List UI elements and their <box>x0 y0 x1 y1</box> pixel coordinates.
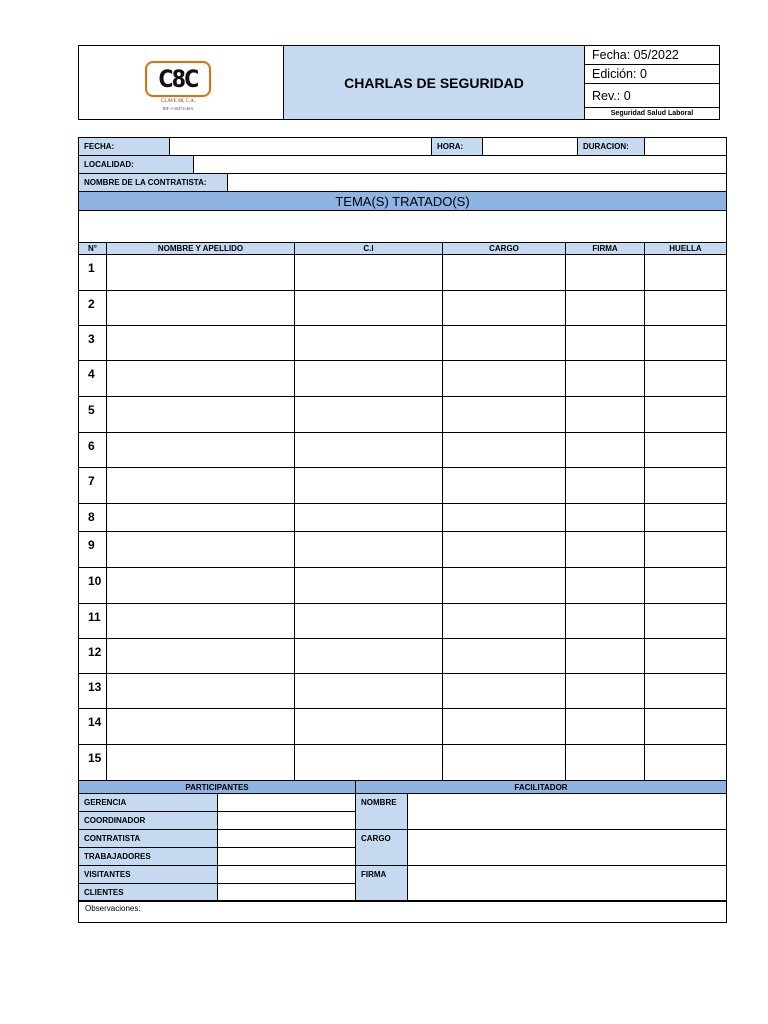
firma-cell[interactable] <box>565 396 645 433</box>
form-revision: Rev.: 0 <box>584 83 720 108</box>
huella-cell[interactable] <box>644 254 727 291</box>
huella-cell[interactable] <box>644 531 727 568</box>
ci-cell[interactable] <box>294 673 443 709</box>
cargo-cell[interactable] <box>442 325 566 361</box>
facilitator-label: CARGO <box>355 829 408 866</box>
huella-cell[interactable] <box>644 567 727 604</box>
tema-field[interactable] <box>78 210 727 243</box>
localidad-label: LOCALIDAD: <box>78 155 194 174</box>
row-number: 14 <box>78 708 107 745</box>
ci-cell[interactable] <box>294 531 443 568</box>
huella-cell[interactable] <box>644 708 727 745</box>
firma-cell[interactable] <box>565 744 645 781</box>
row-number: 11 <box>78 603 107 639</box>
cargo-cell[interactable] <box>442 432 566 468</box>
cargo-cell[interactable] <box>442 467 566 504</box>
tema-header <box>78 191 727 211</box>
fecha-label: FECHA: <box>78 137 170 156</box>
huella-cell[interactable] <box>644 603 727 639</box>
huella-cell[interactable] <box>644 432 727 468</box>
form-date: Fecha: 05/2022 <box>584 45 720 65</box>
cargo-cell[interactable] <box>442 708 566 745</box>
firma-cell[interactable] <box>565 503 645 532</box>
ci-cell[interactable] <box>294 744 443 781</box>
participant-field[interactable] <box>217 865 356 884</box>
nombre-cell[interactable] <box>106 360 295 397</box>
nombre-cell[interactable] <box>106 638 295 674</box>
participant-label: CLIENTES <box>78 883 218 902</box>
huella-cell[interactable] <box>644 467 727 504</box>
hora-label: HORA: <box>431 137 483 156</box>
participant-label: TRABAJADORES <box>78 847 218 866</box>
participant-label: VISITANTES <box>78 865 218 884</box>
col-firma: FIRMA <box>565 242 645 255</box>
firma-cell[interactable] <box>565 567 645 604</box>
col-nombre: NOMBRE Y APELLIDO <box>106 242 295 255</box>
huella-cell[interactable] <box>644 744 727 781</box>
huella-cell[interactable] <box>644 673 727 709</box>
cargo-cell[interactable] <box>442 360 566 397</box>
huella-cell[interactable] <box>644 638 727 674</box>
participant-label: CONTRATISTA <box>78 829 218 848</box>
participant-label: GERENCIA <box>78 793 218 812</box>
row-number: 12 <box>78 638 107 674</box>
huella-cell[interactable] <box>644 325 727 361</box>
fecha-field[interactable] <box>169 137 432 156</box>
observations-label: Observaciones: <box>85 904 141 913</box>
ci-cell[interactable] <box>294 432 443 468</box>
facilitator-header: FACILITADOR <box>355 780 727 794</box>
contratista-label: NOMBRE DE LA CONTRATISTA: <box>78 173 228 192</box>
nombre-cell[interactable] <box>106 531 295 568</box>
ci-cell[interactable] <box>294 708 443 745</box>
observations-field[interactable] <box>78 900 727 923</box>
nombre-cell[interactable] <box>106 467 295 504</box>
nombre-cell[interactable] <box>106 708 295 745</box>
tema-title: TEMA(S) TRATADO(S) <box>335 193 470 209</box>
row-number: 2 <box>78 290 107 326</box>
facilitator-label: FIRMA <box>355 865 408 902</box>
nombre-cell[interactable] <box>106 567 295 604</box>
participants-header: PARTICIPANTES <box>78 780 356 794</box>
nombre-cell[interactable] <box>106 325 295 361</box>
cargo-cell[interactable] <box>442 254 566 291</box>
huella-cell[interactable] <box>644 360 727 397</box>
participant-field[interactable] <box>217 793 356 812</box>
row-number: 8 <box>78 503 107 532</box>
row-number: 15 <box>78 744 107 781</box>
hora-field[interactable] <box>482 137 578 156</box>
firma-cell[interactable] <box>565 603 645 639</box>
ci-cell[interactable] <box>294 567 443 604</box>
firma-cell[interactable] <box>565 325 645 361</box>
firma-cell[interactable] <box>565 290 645 326</box>
cargo-cell[interactable] <box>442 603 566 639</box>
facilitator-field[interactable] <box>407 865 727 902</box>
huella-cell[interactable] <box>644 503 727 532</box>
row-number: 4 <box>78 360 107 397</box>
cargo-cell[interactable] <box>442 567 566 604</box>
nombre-cell[interactable] <box>106 396 295 433</box>
ci-cell[interactable] <box>294 254 443 291</box>
row-number: 6 <box>78 432 107 468</box>
form-edition: Edición: 0 <box>584 64 720 84</box>
ci-cell[interactable] <box>294 503 443 532</box>
title-cell <box>283 45 585 120</box>
firma-cell[interactable] <box>565 673 645 709</box>
ci-cell[interactable] <box>294 360 443 397</box>
ci-cell[interactable] <box>294 638 443 674</box>
firma-cell[interactable] <box>565 708 645 745</box>
firma-cell[interactable] <box>565 360 645 397</box>
duracion-field[interactable] <box>644 137 727 156</box>
page-title: CHARLAS DE SEGURIDAD <box>344 74 524 91</box>
facilitator-field[interactable] <box>407 829 727 866</box>
nombre-cell[interactable] <box>106 432 295 468</box>
cargo-cell[interactable] <box>442 290 566 326</box>
nombre-cell[interactable] <box>106 603 295 639</box>
duracion-label: DURACION: <box>577 137 645 156</box>
cargo-cell[interactable] <box>442 638 566 674</box>
row-number: 9 <box>78 531 107 568</box>
nombre-cell[interactable] <box>106 744 295 781</box>
firma-cell[interactable] <box>565 531 645 568</box>
row-number: 1 <box>78 254 107 291</box>
firma-cell[interactable] <box>565 638 645 674</box>
facilitator-label: NOMBRE <box>355 793 408 830</box>
form-department: Seguridad Salud Laboral <box>584 107 720 120</box>
ci-cell[interactable] <box>294 603 443 639</box>
ci-cell[interactable] <box>294 290 443 326</box>
participant-label: COORDINADOR <box>78 811 218 830</box>
logo-company-name: CLAVE 88, C.A. <box>160 99 196 104</box>
col-ci: C.I <box>294 242 443 255</box>
localidad-field[interactable] <box>193 155 727 174</box>
row-number: 10 <box>78 567 107 604</box>
huella-cell[interactable] <box>644 396 727 433</box>
firma-cell[interactable] <box>565 467 645 504</box>
row-number: 5 <box>78 396 107 433</box>
col-cargo: CARGO <box>442 242 566 255</box>
cargo-cell[interactable] <box>442 673 566 709</box>
cargo-cell[interactable] <box>442 744 566 781</box>
nombre-cell[interactable] <box>106 503 295 532</box>
row-number: 7 <box>78 467 107 504</box>
nombre-cell[interactable] <box>106 673 295 709</box>
nombre-cell[interactable] <box>106 254 295 291</box>
huella-cell[interactable] <box>644 290 727 326</box>
cargo-cell[interactable] <box>442 503 566 532</box>
nombre-cell[interactable] <box>106 290 295 326</box>
row-number: 3 <box>78 325 107 361</box>
participant-field[interactable] <box>217 829 356 848</box>
col-huella: HUELLA <box>644 242 727 255</box>
col-num: N° <box>78 242 107 255</box>
firma-cell[interactable] <box>565 254 645 291</box>
participant-field[interactable] <box>217 847 356 866</box>
company-logo: C8C <box>145 61 211 97</box>
contratista-field[interactable] <box>227 173 727 192</box>
cargo-cell[interactable] <box>442 396 566 433</box>
ci-cell[interactable] <box>294 467 443 504</box>
cargo-cell[interactable] <box>442 531 566 568</box>
facilitator-field[interactable] <box>407 793 727 830</box>
ci-cell[interactable] <box>294 325 443 361</box>
ci-cell[interactable] <box>294 396 443 433</box>
row-number: 13 <box>78 673 107 709</box>
participant-field[interactable] <box>217 811 356 830</box>
firma-cell[interactable] <box>565 432 645 468</box>
logo-rif: RIF: J-30473146-6 <box>162 106 194 111</box>
